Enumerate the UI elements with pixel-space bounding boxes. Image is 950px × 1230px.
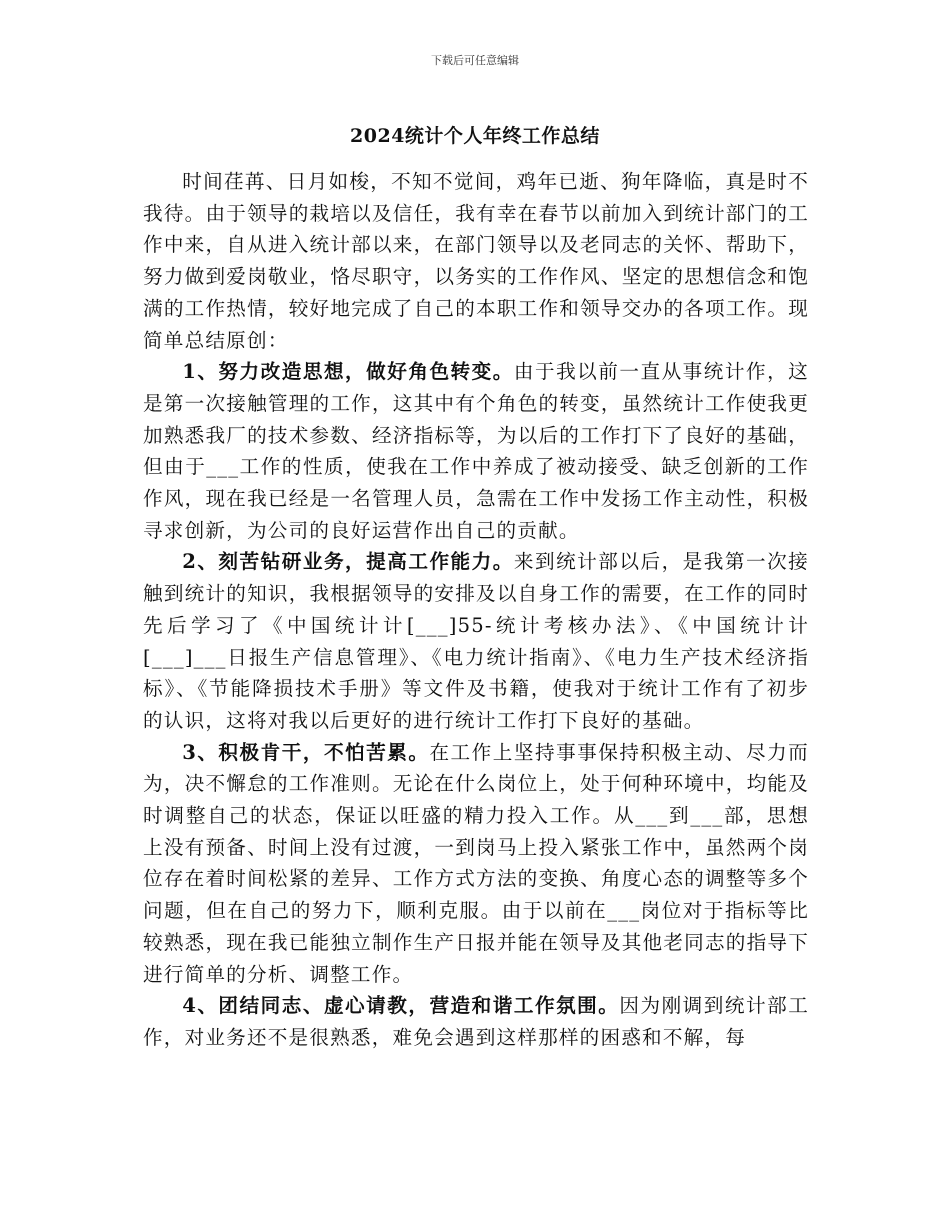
intro-paragraph: 时间荏苒、日月如梭，不知不觉间，鸡年已逝、狗年降临，真是时不我待。由于领导的栽培以及信任，我有幸在春节以前加入到统计部门的工作中来，自从进入统计部以来，在部门领导以及老同志的关怀、帮助下，努力做到爱岗敬业，恪尽职守，以务实的工作作风、坚定的思想信念和饱满的工作热情，较好地完成了自己的本职工作和领导交办的各项工作。现简单总结原创： — [143, 170, 809, 352]
section-paragraph — [143, 546, 809, 736]
section-paragraph — [143, 737, 809, 991]
section-heading: 3、积极肯干，不怕苦累。 — [182, 740, 430, 764]
section-text: 因为刚调到统计部工作，对业务还不是很熟悉，难免会遇到这样那样的困惑和不解，每 — [143, 994, 809, 1049]
section-text: 在工作上坚持事事保持积极主动、尽力而为，决不懈怠的工作准则。无论在什么岗位上，处于何种环境中，均能及时调整自己的状态，保证以旺盛的精力投入工作。从___到___部，思想上没有预备、时间上没有过渡，一到岗马上投入紧张工作中，虽然两个岗位存在着时间松紧的差异、工作方式方法的变换、角度心态的调整等多个问题，但在自己的努力下，顺利克服。由于以前在___岗位对于指标等比较熟悉，现在我已能独立制作生产日报并能在领导及其他老同志的指导下进行简单的分析、调整工作。 — [143, 740, 809, 986]
section-heading: 4、团结同志、虚心请教，营造和谐工作氛围。 — [182, 994, 620, 1018]
page-header-note: 下载后可任意编辑 — [431, 54, 519, 67]
section-paragraph — [143, 990, 809, 1053]
section-text: 来到统计部以后，是我第一次接触到统计的知识，我根据领导的安排及以自身工作的需要，在工作的同时先后学习了《中国统计计[___]55-统计考核办法》、《中国统计计[___]___日报生产信息管理》、《电力统计指南》、《电力生产技术经济指标》、《节能降损技术手册》等文件及书籍，使我对于统计工作有了初步的认识，这将对我以后更好的进行统计工作打下良好的基础。 — [143, 550, 809, 732]
section-paragraph — [143, 356, 809, 546]
section-heading: 2、刻苦钻研业务，提高工作能力。 — [182, 550, 514, 574]
document-body — [143, 166, 809, 1054]
section-heading: 1、努力改造思想，做好角色转变。 — [182, 360, 514, 384]
section-text: 由于我以前一直从事统计作，这是第一次接触管理的工作，这其中有个角色的转变，虽然统计工作使我更加熟悉我厂的技术参数、经济指标等，为以后的工作打下了良好的基础，但由于___工作的性质，使我在工作中养成了被动接受、缺乏创新的工作作风，现在我已经是一名管理人员，急需在工作中发扬工作主动性，积极寻求创新，为公司的良好运营作出自己的贡献。 — [143, 360, 809, 542]
document-title: 2024统计个人年终工作总结 — [350, 125, 600, 147]
